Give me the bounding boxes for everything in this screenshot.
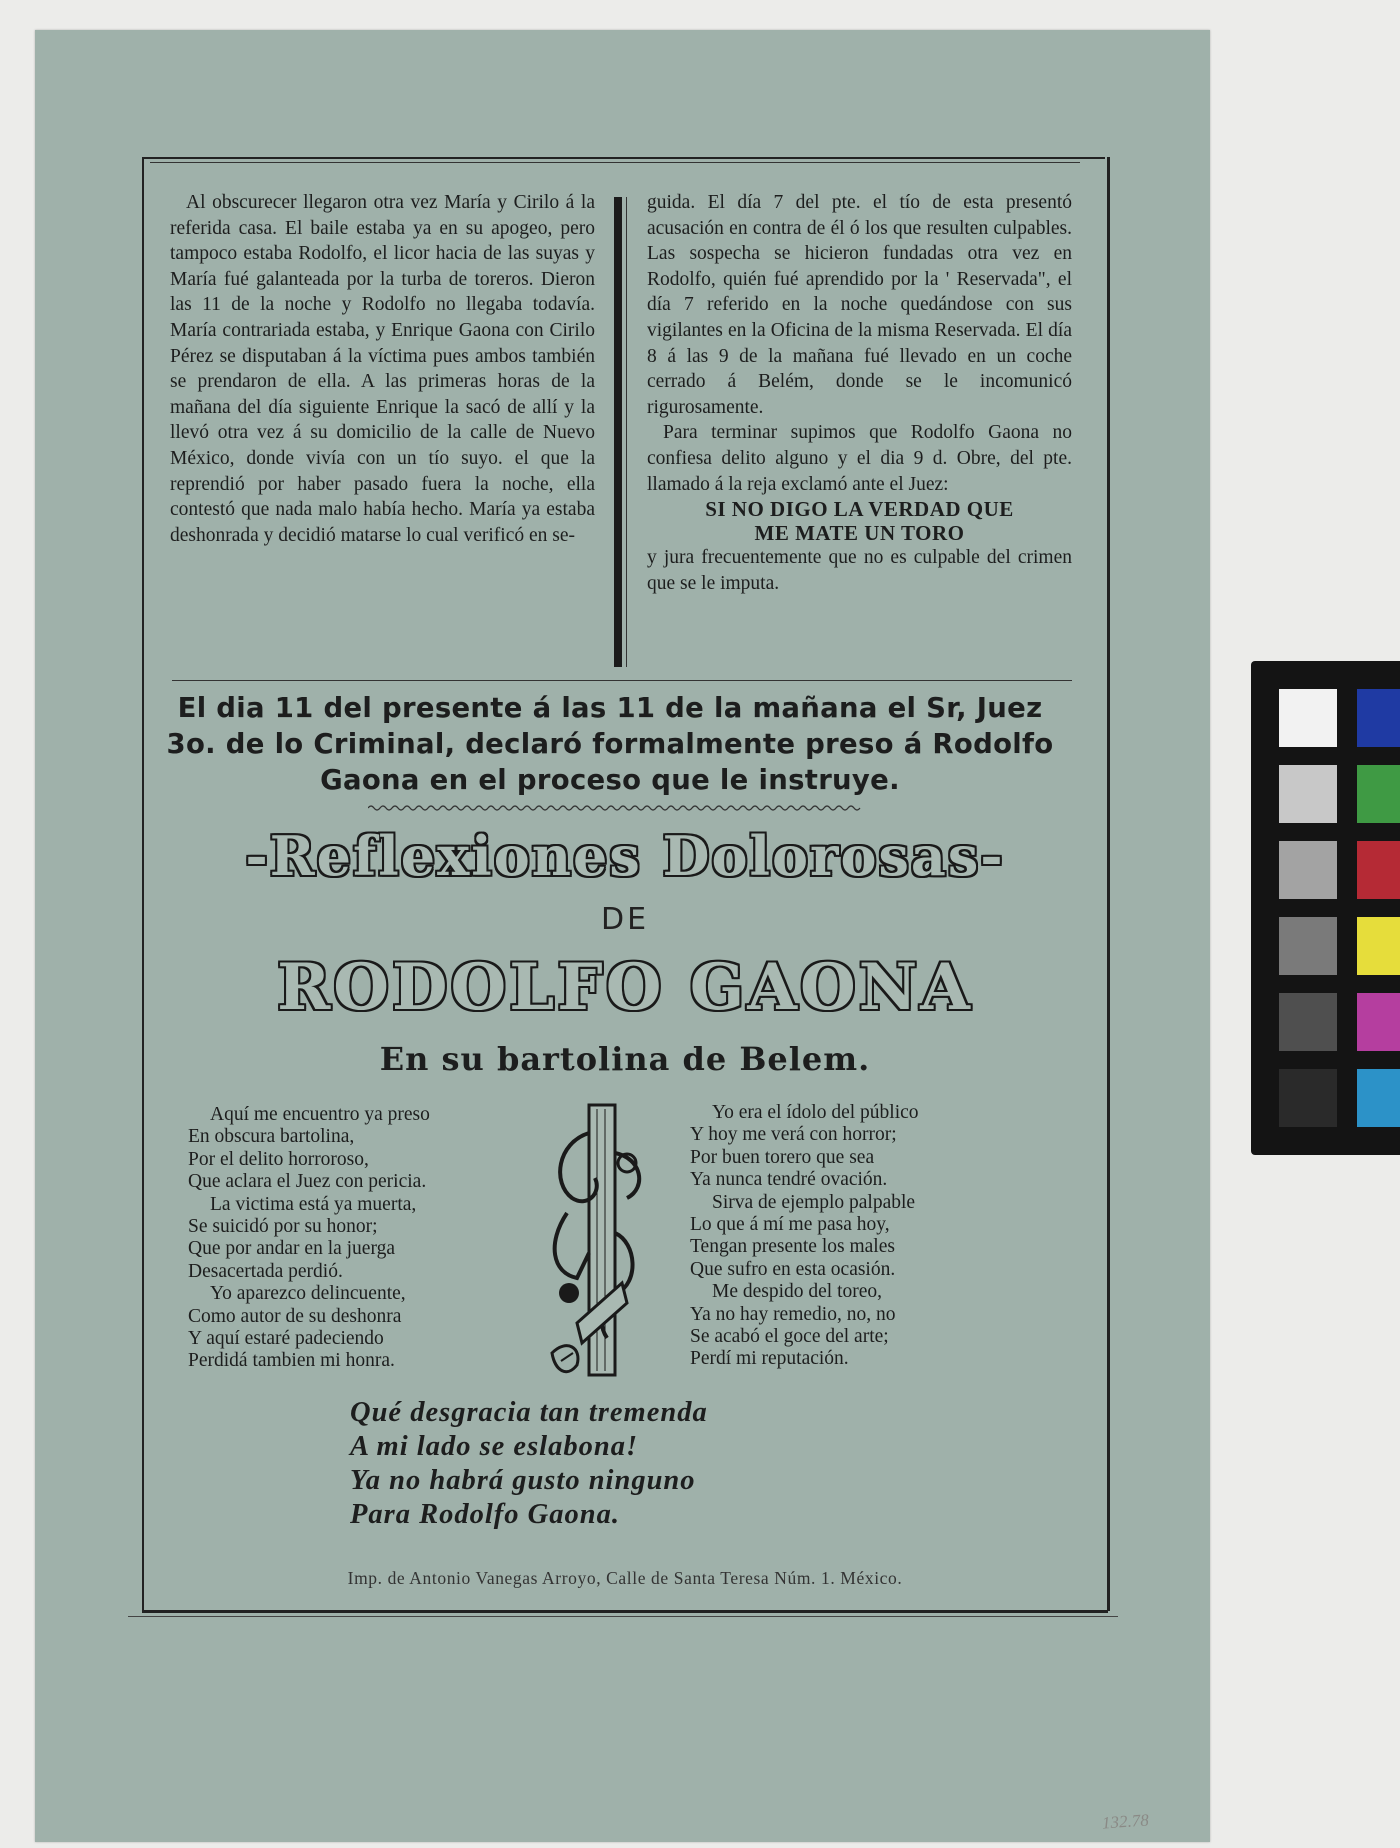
verse-line: Se suicidó por su honor;: [188, 1216, 378, 1238]
headline-title: -Reflexiones Dolorosas-: [245, 824, 1005, 888]
color-swatch: [1357, 993, 1400, 1051]
gray-swatch: [1279, 689, 1337, 747]
headline-name: RODOLFO GAONA: [277, 950, 973, 1025]
verse-line: Aquí me encuentro ya preso: [210, 1104, 430, 1125]
verse-line: En obscura bartolina,: [188, 1126, 355, 1148]
gray-swatch: [1279, 841, 1337, 899]
right-paragraph-1: guida. El día 7 del pte. el tío de esta presentó acusación en contra de él ó los que resulten culpables. Las sospecha se hicieron fundadas otra vez en Rodolfo, quién fué aprendido por la ' Reservada", el día 7 referido en la noche quedándose con sus vigilantes en la Oficina de la misma Reservada. El día 8 á las 9 de la mañana fué llevado en un coche cerrado á Belém, donde se le incomunicó rigurosamente.: [647, 192, 1072, 418]
headline-de: DE: [600, 902, 650, 937]
verse-line: Lo que á mí me pasa hoy,: [690, 1214, 890, 1236]
left-column: [170, 190, 595, 548]
verse-right: [690, 1102, 919, 1371]
verse-line: Se acabó el goce del arte;: [690, 1326, 889, 1348]
subtitle: En su bartolina de Belem.: [379, 1040, 871, 1078]
color-swatch: [1357, 841, 1400, 899]
column-divider-thin: [626, 197, 627, 667]
printer-imprint: Imp. de Antonio Vanegas Arroyo, Calle de Santa Teresa Núm. 1. México.: [347, 1568, 903, 1588]
verse-line: Como autor de su deshonra: [188, 1305, 402, 1327]
gray-swatch: [1279, 917, 1337, 975]
catalog-number: 132.78: [1101, 1810, 1150, 1833]
verse-line: Perdidá tambien mi honra.: [188, 1350, 395, 1372]
verse-left: [188, 1104, 430, 1373]
color-swatch: [1357, 917, 1400, 975]
verse-line: La victima está ya muerta,: [210, 1193, 417, 1215]
verse-line: Tengan presente los males: [690, 1236, 895, 1258]
right-paragraph-3: y jura frecuentemente que no es culpable del crimen que se le imputa.: [647, 547, 1072, 594]
ornament-illustration: [547, 1103, 657, 1383]
verse-line: Por el delito horroroso,: [188, 1148, 369, 1170]
top-rule-thin: [150, 162, 1080, 163]
color-swatch: [1357, 689, 1400, 747]
verse-line: Que aclara el Juez con pericia.: [188, 1171, 427, 1193]
color-swatch: [1357, 765, 1400, 823]
verse-line: Perdí mi reputación.: [690, 1348, 849, 1370]
closing-line: A mi lado se eslabona!: [350, 1431, 639, 1462]
closing-line: Qué desgracia tan tremenda: [350, 1397, 708, 1428]
verse-line: Yo aparezco delincuente,: [210, 1283, 406, 1305]
verse-line: Y aquí estaré padeciendo: [188, 1328, 384, 1350]
color-calibration-card: [1251, 661, 1400, 1155]
right-column: [647, 190, 1072, 596]
gray-swatch: [1279, 993, 1337, 1051]
verse-line: Por buen torero que sea: [690, 1146, 875, 1168]
verse-line: Ya nunca tendré ovación.: [690, 1169, 888, 1191]
verse-line: Y hoy me verá con horror;: [690, 1124, 897, 1146]
left-paragraph: Al obscurecer llegaron otra vez María y Cirilo á la referida casa. El baile estaba ya en su apogeo, pero tampoco estaba Rodolfo, el licor hacia de las suyas y María fué galanteada por la turba de toreros. Dieron las 11 de la noche y Rodolfo no llegaba todavía. María contrariada estaba, y Enrique Gaona con Cirilo Pérez se disputaban á la víctima pues ambos también se prendaron de ella. A las primeras horas de la mañana del día siguiente Enrique la sacó de allí y la llevó otra vez á su domicilio de la calle de Nuevo México, donde vivía con un tío suyo. el que la reprendió por haber pasado fuera la noche, ella contestó que nada malo había hecho. María ya estaba deshonrada y decidió matarse lo cual verificó en se-: [170, 192, 595, 546]
closing-line: Para Rodolfo Gaona.: [350, 1499, 620, 1530]
verse-line: Yo era el ídolo del público: [712, 1102, 919, 1123]
closing-stanza: [350, 1396, 708, 1532]
verse-line: Que sufro en esta ocasión.: [690, 1258, 896, 1280]
closing-line: Ya no habrá gusto ninguno: [350, 1465, 696, 1496]
verse-line: Me despido del toreo,: [712, 1281, 883, 1303]
gray-swatch: [1279, 1069, 1337, 1127]
quote-caps-line-2: ME MATE UN TORO: [754, 521, 965, 546]
gray-swatch: [1279, 765, 1337, 823]
color-swatch: [1357, 1069, 1400, 1127]
top-rule: [142, 157, 1105, 159]
section-rule: [172, 680, 1072, 681]
bottom-rule: [142, 1610, 1108, 1613]
quote-caps-line-1: SI NO DIGO LA VERDAD QUE: [705, 497, 1014, 522]
verse-line: Sirva de ejemplo palpable: [712, 1191, 916, 1213]
verse-line: Desacertada perdió.: [188, 1260, 343, 1282]
right-paragraph-2: Para terminar supimos que Rodolfo Gaona no confiesa delito alguno y el dia 9 d. Obre, del pte. llamado á la reja exclamó ante el Juez:: [647, 422, 1072, 495]
verse-line: Ya no hay remedio, no, no: [690, 1303, 896, 1325]
wavy-rule: [368, 804, 863, 812]
column-divider: [614, 197, 622, 667]
bottom-rule-thin: [128, 1616, 1118, 1617]
verse-line: Que por andar en la juerga: [188, 1238, 396, 1260]
announcement: El dia 11 del presente á las 11 de la mañana el Sr, Juez 3o. de lo Criminal, declaró formalmente preso á Rodolfo Gaona en el proceso que le instruye.: [166, 692, 1054, 796]
